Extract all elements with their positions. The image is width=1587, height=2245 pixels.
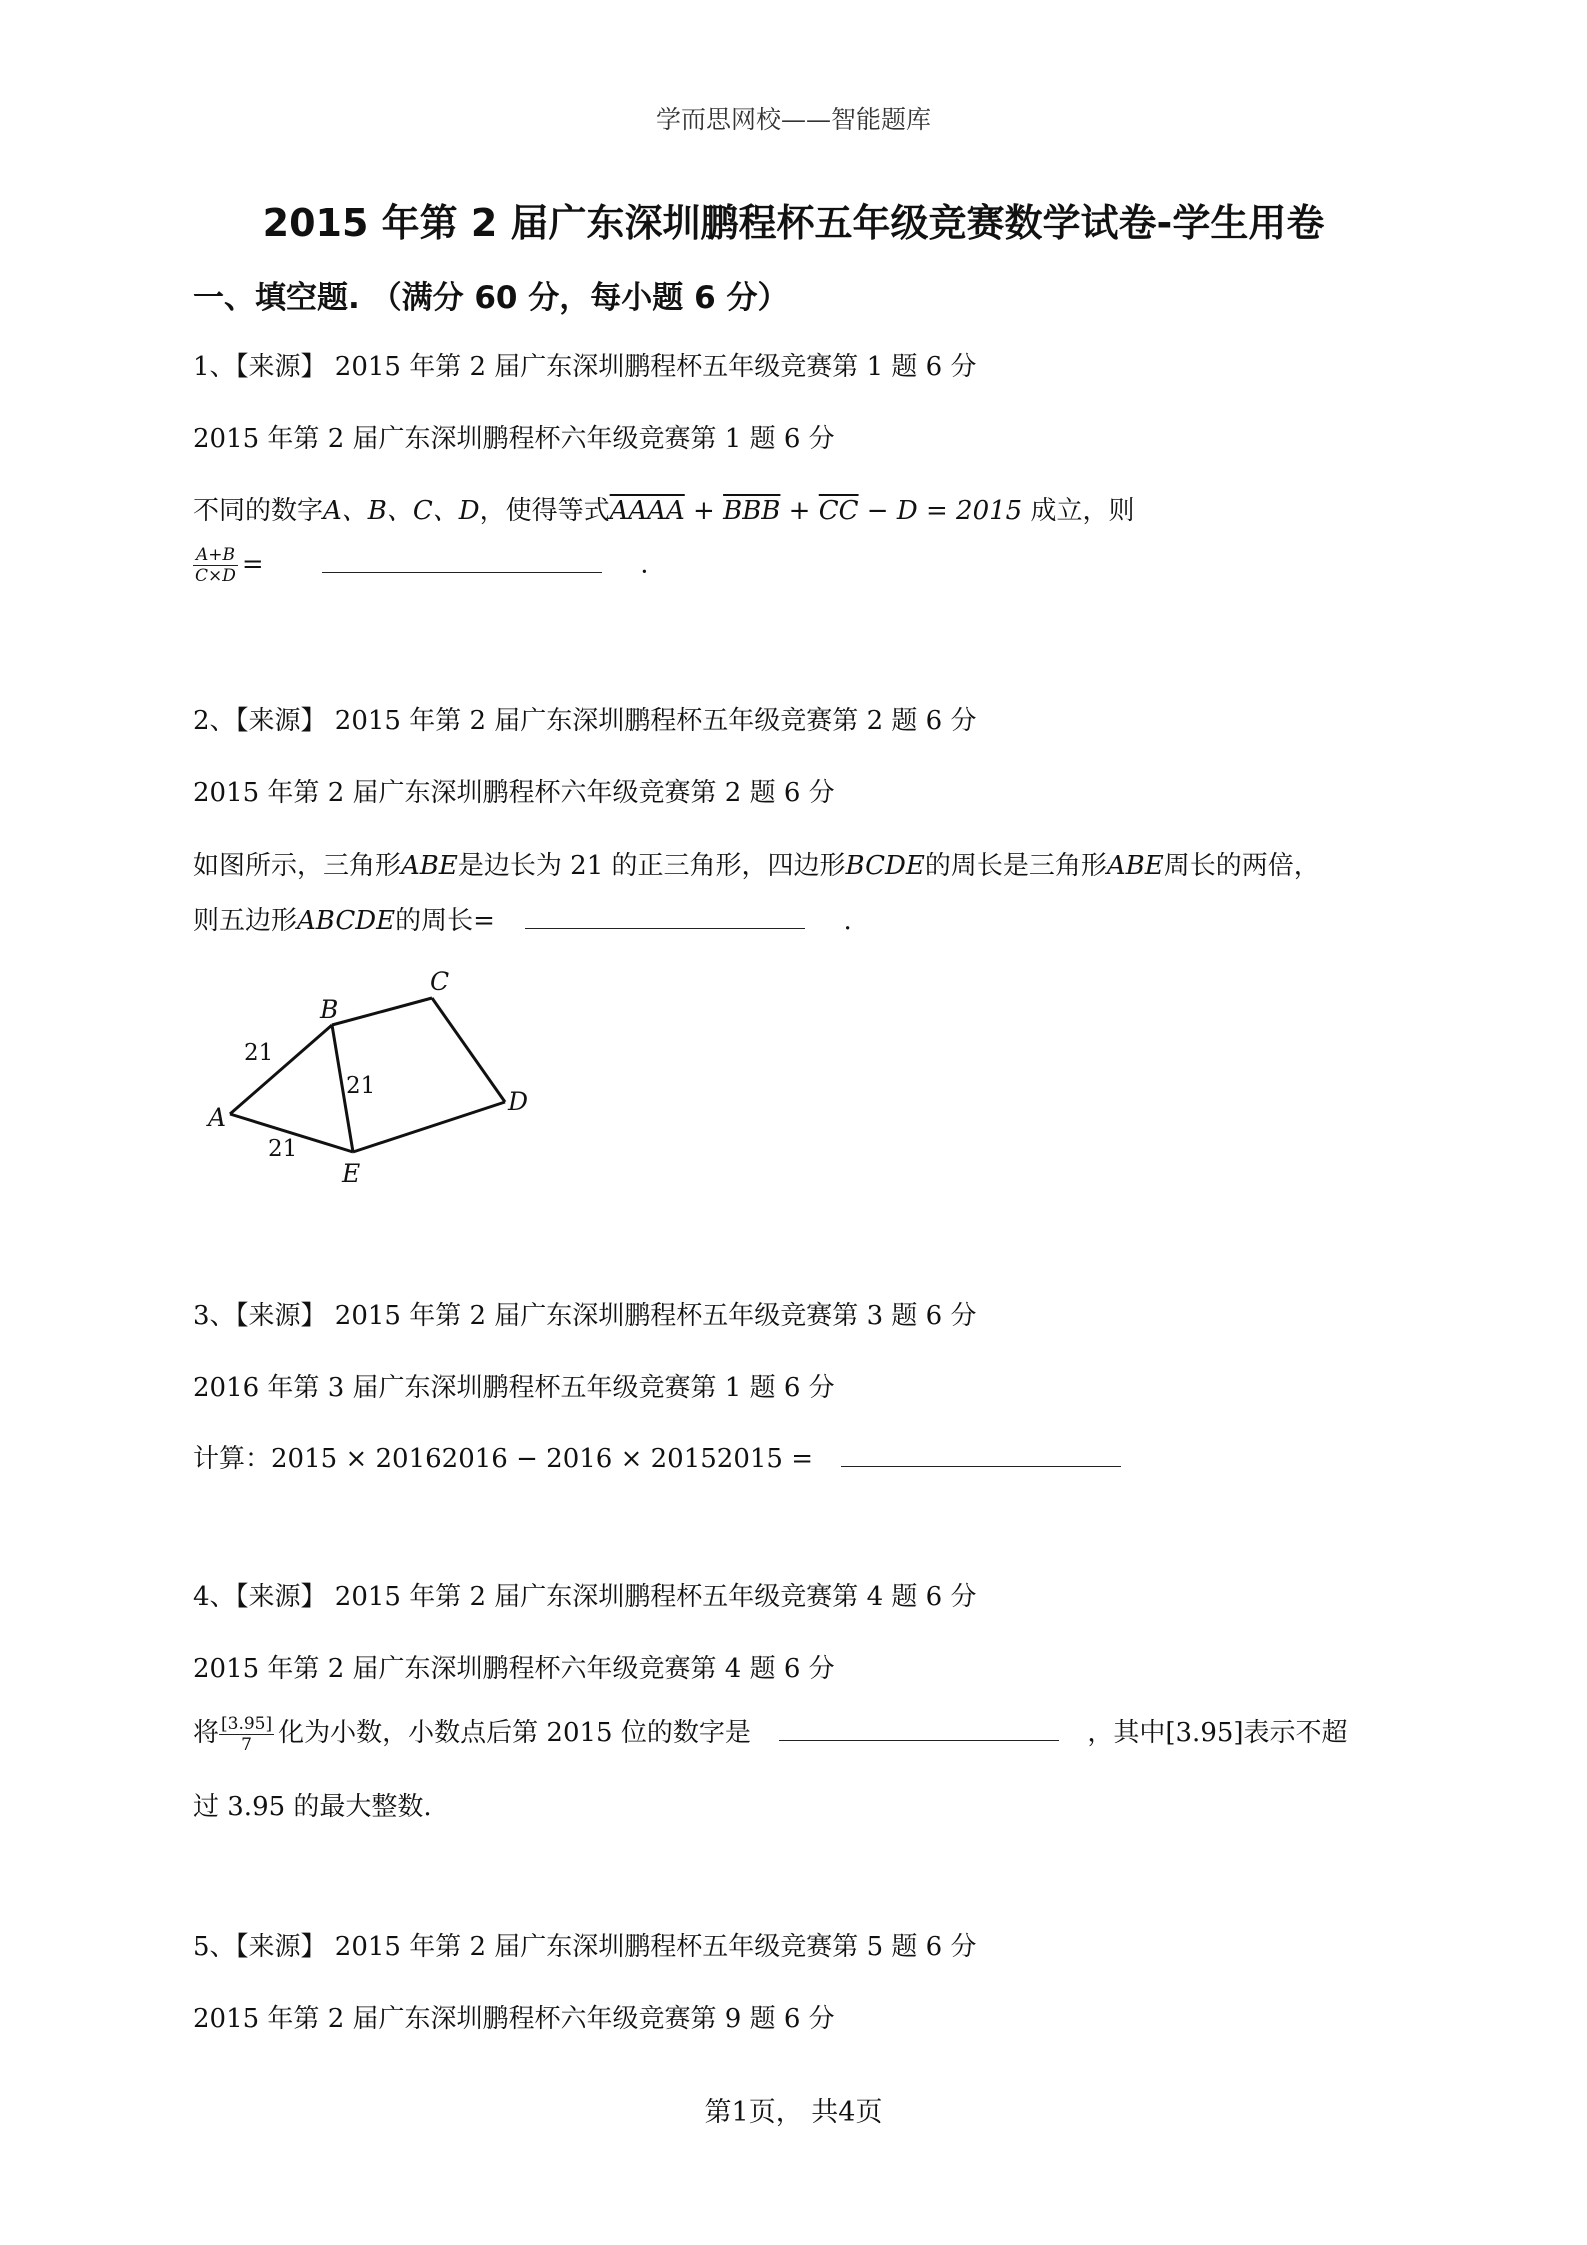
vertex-label-d: D — [508, 1087, 529, 1116]
q1-answer-blank[interactable] — [322, 548, 602, 573]
q4-text-2: 化为小数，小数点后第 2015 位的数字是 — [278, 1718, 751, 1748]
q2-abe-1: ABE — [401, 851, 458, 881]
q3-expression: 2015 × 20162016 − 2016 × 20152015 = — [271, 1444, 814, 1474]
edge-label-ab: 21 — [244, 1040, 274, 1066]
q5-alt-source: 2015 年第 2 届广东深圳鹏程杯六年级竞赛第 9 题 6 分 — [193, 2004, 835, 2034]
vertex-label-b: B — [320, 995, 339, 1024]
q1-text-1: 不同的数字 — [193, 496, 324, 526]
q4-frac-numerator: [3.95] — [221, 1713, 273, 1734]
q1-vars: A、B、C、D — [323, 496, 480, 526]
q5-source: 5、【来源】 2015 年第 2 届广东深圳鹏程杯五年级竞赛第 5 题 6 分 — [193, 1932, 977, 1962]
q4-alt-source: 2015 年第 2 届广东深圳鹏程杯六年级竞赛第 4 题 6 分 — [193, 1654, 835, 1684]
q2-text-4: 周长的两倍， — [1163, 851, 1320, 881]
q2-text-5: 则五边形 — [193, 906, 298, 936]
q2-bcde: BCDE — [845, 851, 925, 881]
q2-text-2: 是边长为 21 的正三角形，四边形 — [457, 851, 846, 881]
q1-term-cc: $\overline{CC}$ — [818, 496, 859, 526]
q2-text-3: 的周长是三角形 — [924, 851, 1107, 881]
q1-text-2: ，使得等式 — [479, 496, 610, 526]
page-footer: 第1页， 共4页 — [704, 2097, 883, 2128]
edge-cd — [432, 998, 505, 1102]
q2-abcde: ABCDE — [297, 906, 396, 936]
q1-period: . — [640, 549, 649, 580]
q1-term-bbb: $\overline{BBB}$ — [723, 496, 781, 526]
q1-frac-numerator: A+B — [193, 545, 238, 566]
vertex-label-a: A — [208, 1103, 227, 1132]
q1-equals: = — [241, 549, 264, 580]
edge-de — [353, 1102, 505, 1152]
q3-source: 3、【来源】 2015 年第 2 届广东深圳鹏程杯五年级竞赛第 3 题 6 分 — [193, 1301, 977, 1331]
q1-alt-source: 2015 年第 2 届广东深圳鹏程杯六年级竞赛第 1 题 6 分 — [193, 424, 835, 454]
q1-source: 1、【来源】 2015 年第 2 届广东深圳鹏程杯五年级竞赛第 1 题 6 分 — [193, 352, 977, 382]
q1-equation-tail: − D = 2015 — [858, 496, 1023, 526]
q2-alt-source: 2015 年第 2 届广东深圳鹏程杯六年级竞赛第 2 题 6 分 — [193, 778, 835, 808]
q1-fraction — [193, 545, 238, 586]
q1-statement — [193, 490, 1134, 527]
q4-source: 4、【来源】 2015 年第 2 届广东深圳鹏程杯五年级竞赛第 4 题 6 分 — [193, 1582, 977, 1612]
q2-text-1: 如图所示，三角形 — [193, 851, 402, 881]
section-heading: 一、填空题. （满分 60 分，每小题 6 分） — [193, 280, 789, 316]
edge-label-ae: 21 — [268, 1136, 298, 1162]
q1-term-aaaa: AAAA — [609, 496, 685, 526]
q4-text-3: ，其中[3.95]表示不超 — [1087, 1718, 1348, 1748]
vertex-label-c: C — [430, 967, 450, 996]
q4-frac-denominator: 7 — [241, 1734, 252, 1755]
q3-statement — [193, 1438, 1121, 1475]
q3-alt-source: 2016 年第 3 届广东深圳鹏程杯五年级竞赛第 1 题 6 分 — [193, 1373, 835, 1403]
q2-pentagon-figure — [190, 960, 570, 1200]
q2-statement-line-2 — [193, 900, 852, 937]
q2-period: . — [843, 906, 852, 936]
q1-frac-denominator: C×D — [195, 566, 236, 586]
q4-answer-blank[interactable] — [779, 1716, 1059, 1741]
q4-statement-line-1 — [193, 1712, 1348, 1755]
edge-ab — [230, 1025, 332, 1114]
page-title: 2015 年第 2 届广东深圳鹏程杯五年级竞赛数学试卷-学生用卷 — [262, 201, 1325, 245]
q2-statement-line-1 — [193, 845, 1320, 882]
q1-plus-2: + — [780, 496, 819, 526]
q2-source: 2、【来源】 2015 年第 2 届广东深圳鹏程杯五年级竞赛第 2 题 6 分 — [193, 706, 977, 736]
q2-abe-2: ABE — [1106, 851, 1164, 881]
q1-text-3: 成立，则 — [1022, 496, 1135, 526]
q3-answer-blank[interactable] — [841, 1442, 1121, 1467]
edge-label-be: 21 — [346, 1073, 376, 1099]
page-header: 学而思网校——智能题库 — [655, 105, 931, 134]
q2-answer-blank[interactable] — [525, 904, 805, 929]
q1-plus-1: + — [684, 496, 724, 526]
q2-text-6: 的周长= — [395, 906, 495, 936]
q4-fraction — [219, 1714, 274, 1755]
q3-label: 计算： — [193, 1444, 272, 1474]
vertex-label-e: E — [342, 1159, 361, 1188]
q1-answer-line — [193, 545, 648, 586]
q4-statement-line-2: 过 3.95 的最大整数. — [193, 1792, 432, 1822]
edge-bc — [332, 998, 432, 1025]
q4-text-1: 将 — [193, 1718, 220, 1748]
